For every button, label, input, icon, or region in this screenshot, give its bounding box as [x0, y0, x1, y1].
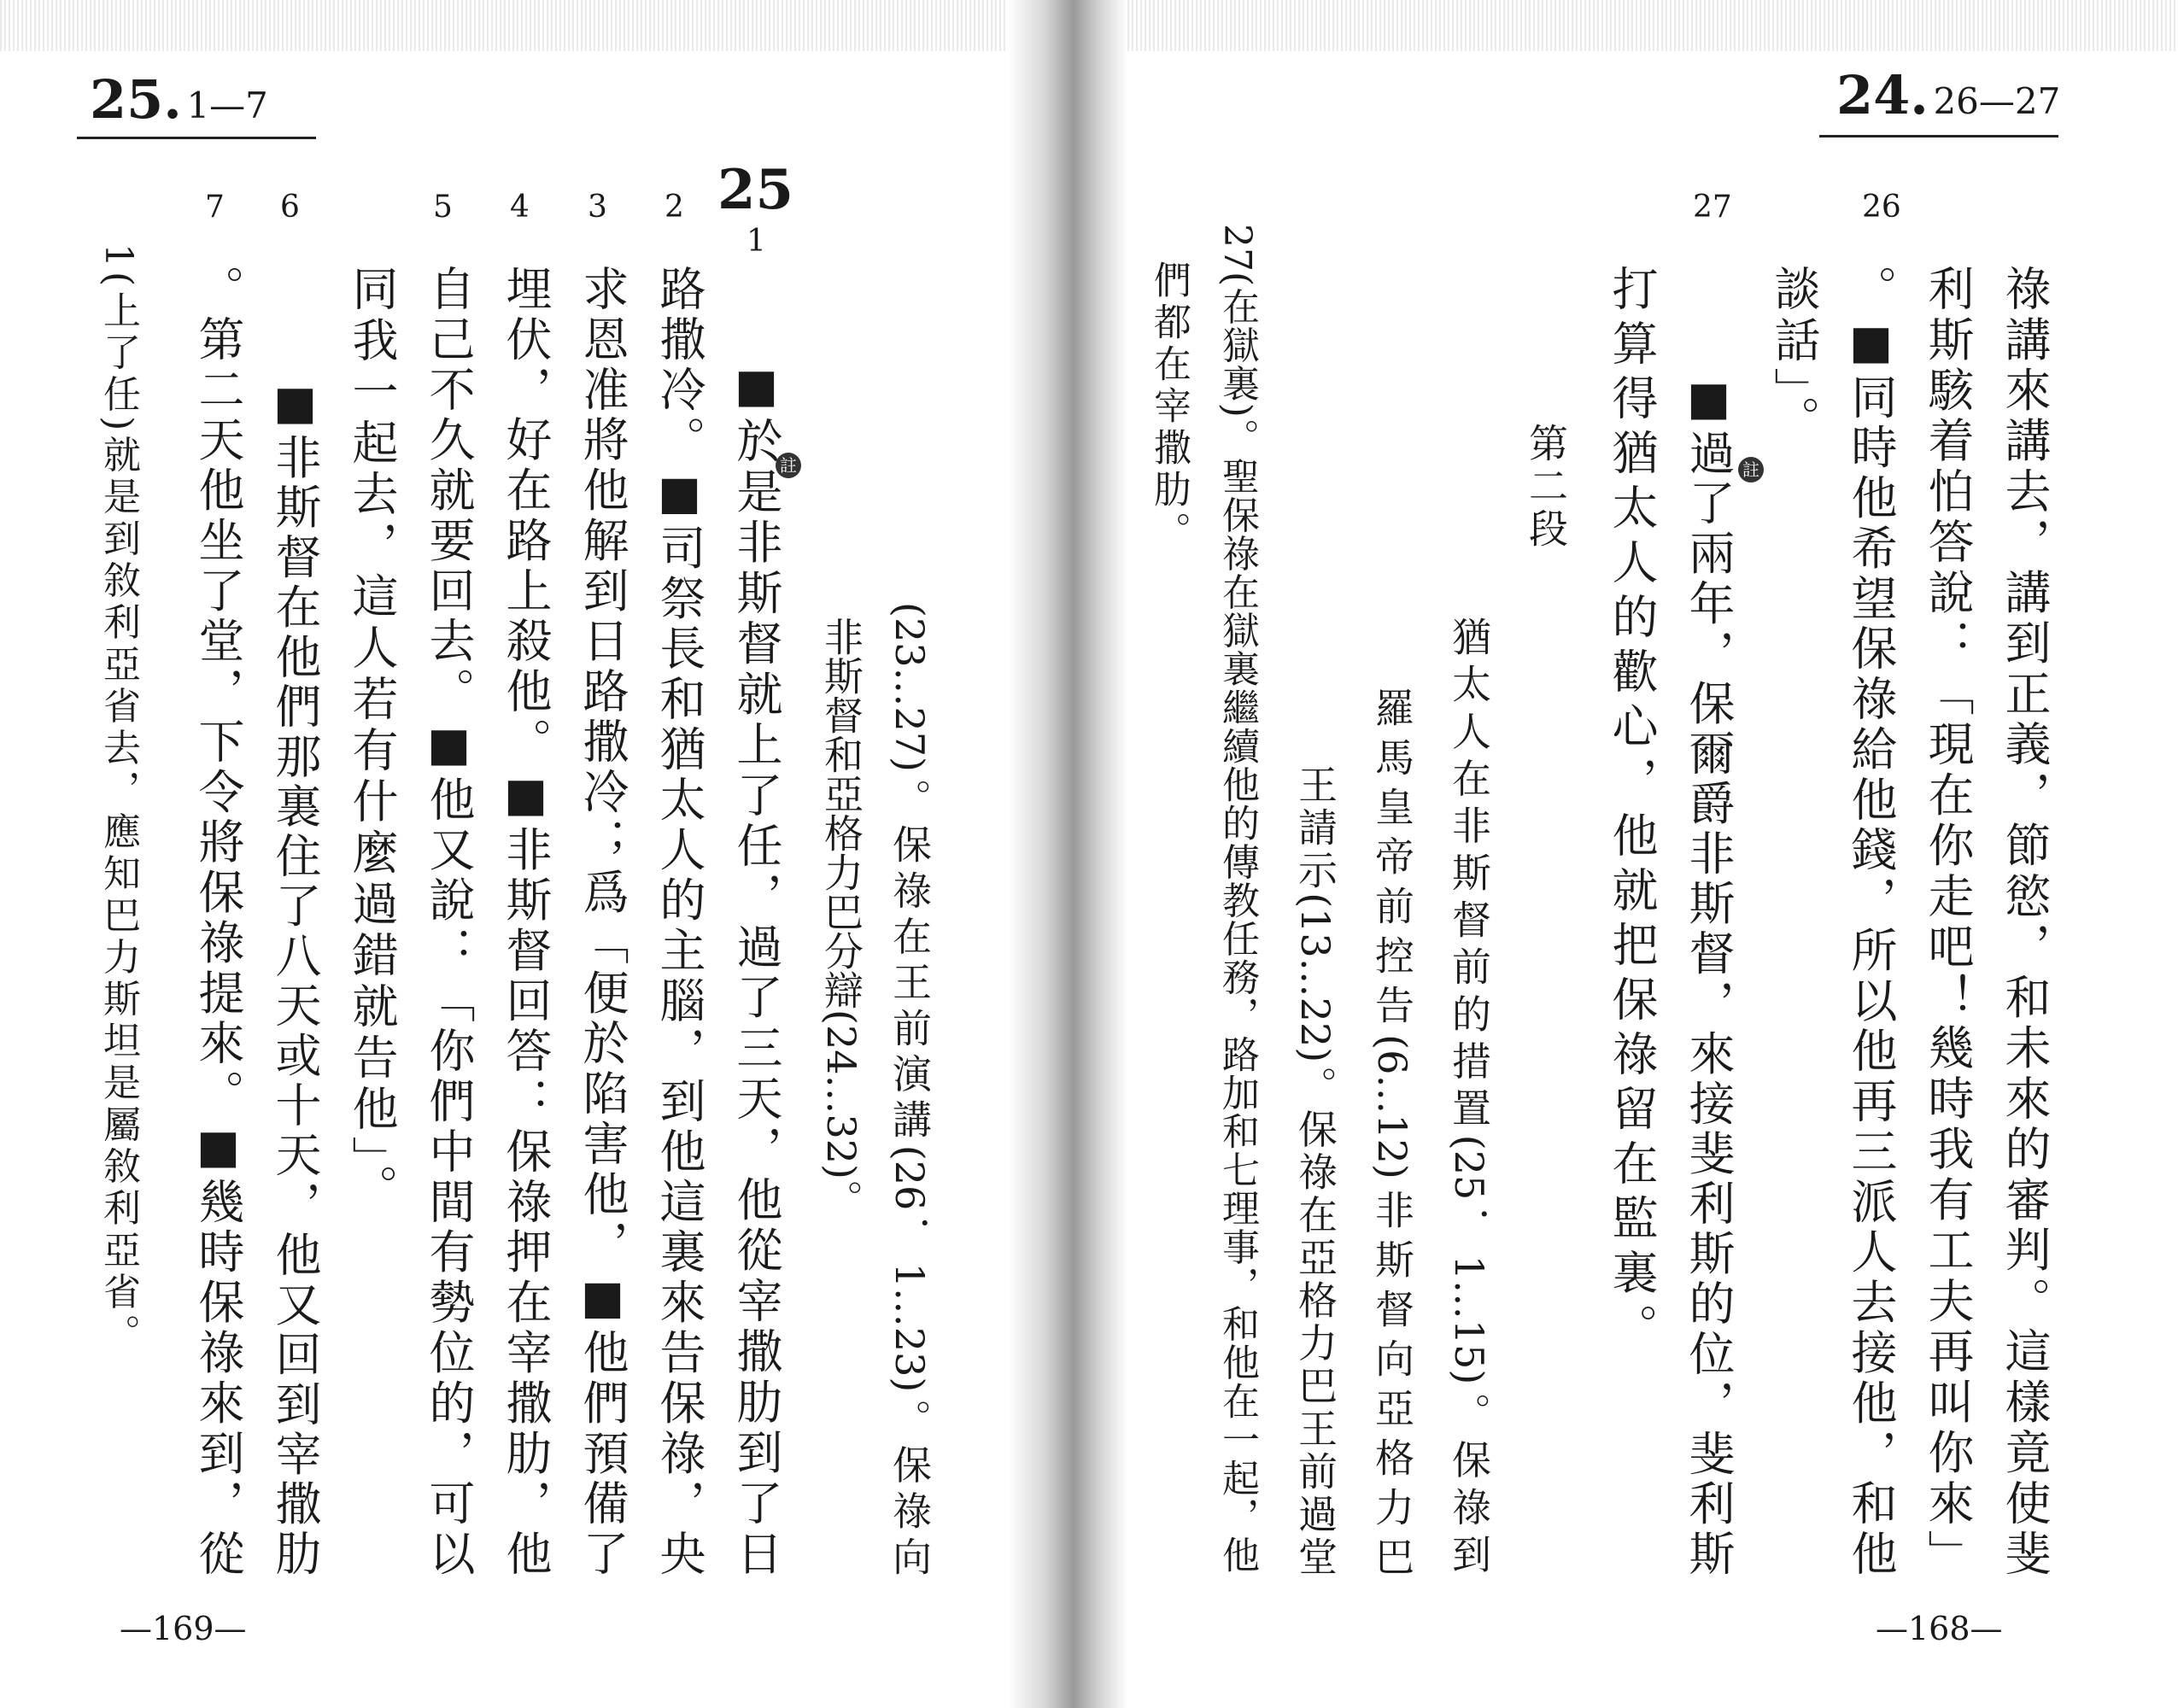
verse-number: 7 — [205, 190, 225, 225]
summary-line: (23…27)。保祿在王前演講(26．1…23)。保祿向 — [887, 602, 933, 1576]
text-column: ■過了兩年，保爾爵非斯督，來接斐利斯的位，斐利斯 — [1682, 371, 1736, 1576]
verse-number: 5 — [433, 190, 453, 225]
header-chapter: 25. — [90, 68, 182, 131]
summary-line: 非斯督和亞格力巴分辯(24…32)。 — [818, 617, 864, 1219]
header-verses: 26—27 — [1933, 80, 2061, 122]
summary-line: 羅馬皇帝前控告(6…12)非斯督向亞格力巴 — [1369, 687, 1415, 1576]
summary-line: 猶太人在非斯督前的措置(25．1…15)。保祿到 — [1446, 617, 1492, 1573]
header-chapter: 24. — [1836, 64, 1929, 126]
page-number: —168— — [1876, 1610, 2003, 1647]
verse-number: 26 — [1862, 190, 1901, 225]
book-gutter — [1008, 0, 1127, 1708]
chapter-number: 25 — [717, 158, 794, 222]
section-title: 第二段 — [1523, 423, 1569, 551]
page-number: —169— — [120, 1610, 247, 1647]
verse-number: 4 — [510, 190, 530, 225]
verse-number: 3 — [588, 190, 607, 225]
text-column: ■非斯督在他們那裏住了八天或十天，他又回到宰撒肋 — [268, 376, 322, 1576]
text-column: 利斯駭着怕答說：「現在你走吧！幾時我有工夫再叫你來」 — [1921, 265, 1975, 1576]
right-page-header — [1836, 64, 2060, 126]
header-rule — [77, 137, 316, 139]
verse-number: 27 — [1693, 190, 1732, 225]
left-page-header — [90, 68, 268, 131]
note-marker-icon: 註 — [1738, 457, 1764, 483]
text-column: 談話」。 — [1767, 265, 1821, 447]
text-column: 祿講來講去，講到正義，節慾，和未來的審判。這樣竟使斐 — [1998, 265, 2052, 1576]
footnote: 27(在獄裏)。聖保祿在獄裏繼續他的傳教任務，路加和七理事，和他在一起，他 — [1215, 224, 1259, 1573]
footnote: 1(上了任)就是到敘利亞省去，應知巴力斯坦是屬敘利亞省。 — [97, 243, 140, 1356]
text-column: 路撒冷。■司祭長和猶太人的主腦，到他這裏來告保祿，央 — [653, 265, 706, 1576]
text-column: 求恩准將他解到日路撒冷；爲「便於陷害他，■他們預備了 — [576, 265, 629, 1576]
text-column: 自己不久就要回去。■他又說：「你們中間有勢位的，可以 — [422, 265, 476, 1576]
text-column: 。■同時他希望保祿給他錢，所以他再三派人去接他，和他 — [1844, 265, 1898, 1576]
summary-line: 王請示(13…22)。保祿在亞格力巴王前過堂 — [1292, 764, 1338, 1576]
verse-number: 6 — [280, 190, 300, 225]
header-rule — [1819, 135, 2058, 137]
text-column: 同我一起去，這人若有什麼過錯就告他」。 — [345, 265, 399, 1215]
footnote: 們都在宰撒肋。 — [1147, 260, 1191, 553]
verse-number: 1 — [746, 224, 766, 259]
verse-number: 2 — [665, 190, 684, 225]
header-verses: 1—7 — [186, 85, 268, 126]
note-marker-icon: 註 — [776, 453, 801, 478]
text-column: 埋伏，好在路上殺他。■非斯督回答：保祿押在宰撒肋，他 — [499, 265, 553, 1576]
text-column: 打算得猶太人的歡心，他就把保祿留在監裏。 — [1605, 265, 1659, 1358]
text-column: ■於是非斯督就上了任，過了三天，他從宰撒肋到了日 — [729, 359, 783, 1576]
text-column: 。第二天他坐了堂，下令將保祿提來。■幾時保祿來到，從 — [191, 265, 245, 1576]
